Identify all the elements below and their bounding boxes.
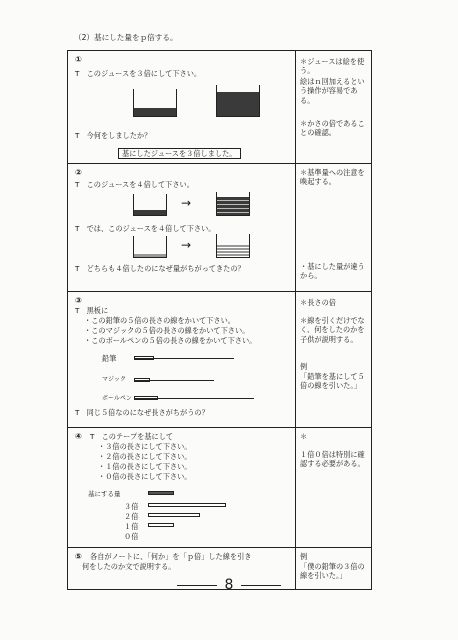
section-3-line-4: ・このボールペンの５倍の長さの線をかいて下さい。	[84, 336, 257, 345]
section-5	[68, 547, 371, 581]
label-2x: ２倍	[124, 512, 139, 521]
section-4	[68, 427, 371, 541]
label-1x: １倍	[124, 522, 139, 531]
section-3-line-5: T 同じ５倍なのになぜ長さがちがうの？	[75, 408, 209, 417]
section-2	[68, 163, 371, 281]
section-2-note-2: ・基にした量が違うから。	[300, 262, 365, 281]
tape-3x-bar	[148, 503, 226, 507]
section-2-line-2: T では、このジュースを４倍して下さい。	[75, 224, 216, 233]
lesson-table	[67, 50, 372, 590]
section-4-line-4: ・１倍の長さにして下さい。	[98, 462, 192, 471]
section-1-note-2: 絵はｎ回加えるという操作が容易である。	[300, 77, 365, 105]
section-3-note-2: ＊線を引くだけでなく、何をしたのかを子供が説明する。	[300, 316, 365, 344]
section-3-note-1: ＊長さの倍	[300, 298, 336, 307]
column-divider	[295, 51, 296, 589]
section-5-number: ⑤	[75, 552, 82, 561]
pencil-5x-line	[134, 358, 234, 359]
section-1-line-2: T 今何をしましたか？	[75, 131, 152, 140]
juice-beaker-b-4x	[216, 234, 250, 258]
section-1-note-3: ＊かさの倍であることの確認。	[300, 119, 365, 138]
section-4-line-1: T このテープを基にして	[90, 432, 174, 441]
section-3-line-3: ・このマジックの５倍の長さの線をかいて下さい。	[84, 326, 250, 335]
section-2-note-1: ＊基準量への注意を喚起する。	[300, 168, 365, 187]
arrow-right-icon: →	[181, 238, 192, 252]
marker-5x-line	[134, 380, 214, 381]
section-heading: （2）基にした量をｐ倍する。	[74, 33, 178, 42]
juice-beaker-a-4x	[216, 192, 250, 216]
juice-beaker-a	[133, 194, 167, 216]
tape-1x-bar	[148, 523, 174, 527]
section-4-line-3: ・２倍の長さにして下さい。	[98, 452, 192, 461]
section-1-note-1: ＊ジュースは絵を使う。	[300, 57, 365, 76]
section-3-line-1: T 黒板に	[75, 306, 109, 315]
section-1-line-1: T このジュースを３倍にして下さい。	[75, 69, 202, 78]
juice-beaker-small	[133, 89, 177, 117]
page-number: 8	[0, 577, 458, 595]
section-1-number: ①	[75, 55, 82, 64]
section-4-number: ④	[75, 432, 82, 441]
section-5-note-2: 「僕の鉛筆の３倍の線を引いた。」	[300, 562, 365, 581]
section-1-answer-box: 基にしたジュースを３倍しました。	[118, 148, 241, 159]
section-4-note-1: ＊	[300, 432, 308, 441]
base-tape-bar	[148, 491, 174, 495]
label-base-tape: 基にする量	[88, 490, 121, 498]
section-5-line-2: 何をしたのか文で説明する。	[82, 562, 176, 571]
label-3x: ３倍	[124, 502, 139, 511]
section-5-note-1: 例	[300, 552, 308, 561]
arrow-right-icon: →	[181, 196, 192, 210]
section-5-line-1: 各自がノートに、「何か」を「ｐ倍」した線を引き	[90, 552, 252, 561]
section-4-note-2: １倍０倍は特別に確認する必要がある。	[300, 450, 365, 469]
ballpen-5x-line	[134, 398, 254, 399]
label-marker: マジック	[102, 376, 127, 383]
section-3-note-4: 「鉛筆を基にして５倍の線を引いた。」	[300, 372, 365, 391]
section-3-number: ③	[75, 296, 82, 305]
juice-beaker-b	[133, 236, 167, 258]
label-0x: ０倍	[124, 532, 139, 541]
section-3	[68, 291, 371, 417]
label-pencil: 鉛筆	[102, 354, 117, 363]
juice-beaker-tripled	[216, 85, 260, 117]
tape-2x-bar	[148, 513, 200, 517]
section-2-line-1: T このジュースを４倍して下さい。	[75, 180, 194, 189]
section-2-number: ②	[75, 168, 82, 177]
section-3-note-3: 例	[300, 362, 308, 371]
label-ballpen: ボールペン	[102, 395, 132, 402]
section-4-line-2: ・３倍の長さにして下さい。	[98, 442, 192, 451]
section-3-line-2: ・この鉛筆の５倍の長さの線をかいて下さい。	[84, 316, 235, 325]
section-4-line-5: ・０倍の長さにして下さい。	[98, 472, 192, 481]
section-2-line-3: T どちらも４倍したのになぜ量がちがってきたの？	[75, 264, 245, 273]
